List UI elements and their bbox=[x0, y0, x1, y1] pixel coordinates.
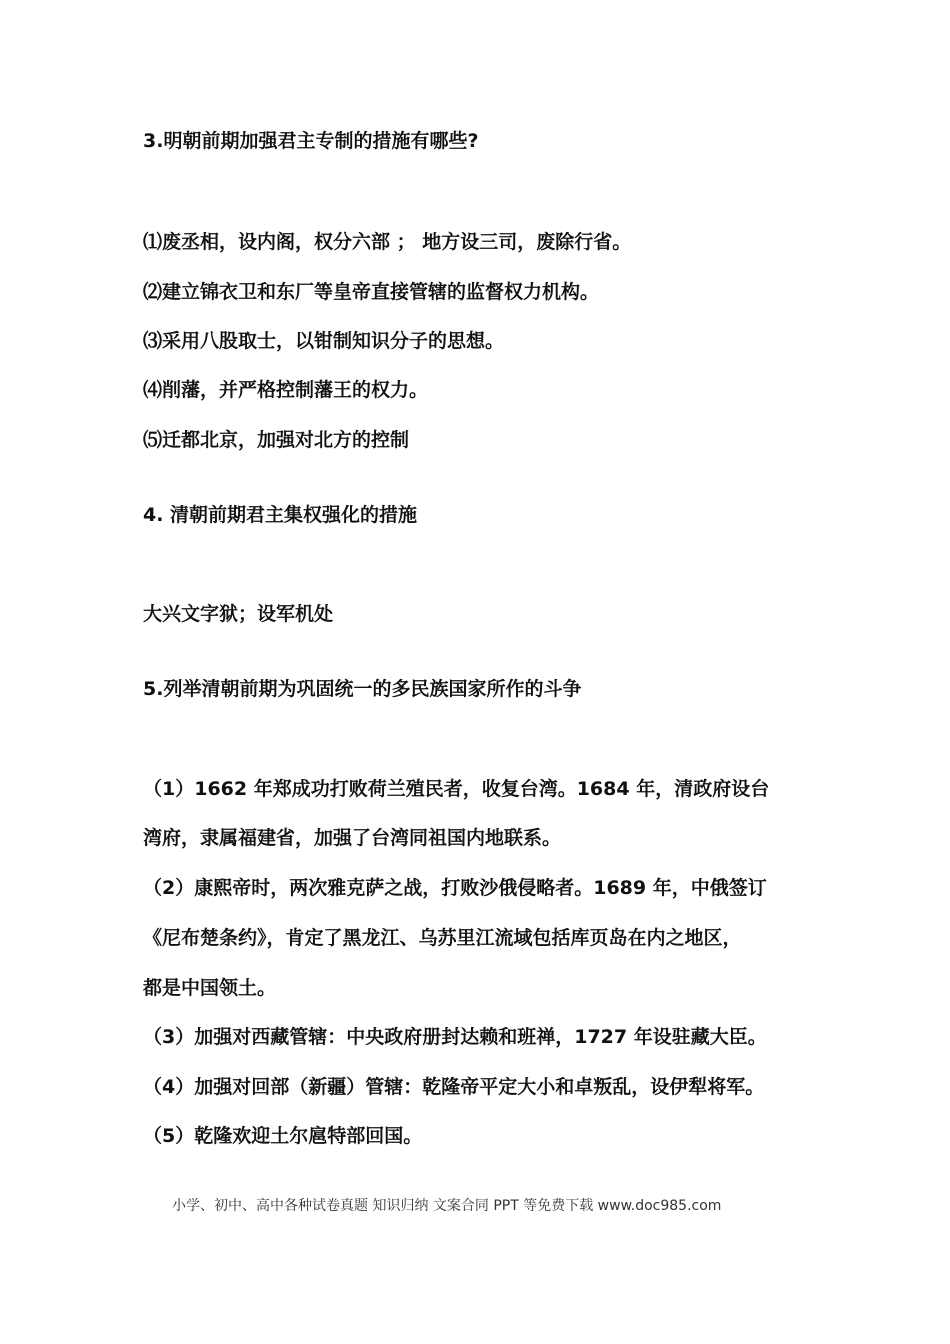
q5-line-2: 湾府，隶属福建省，加强了台湾同祖国内地联系。 bbox=[143, 827, 562, 849]
q5-line-5: 都是中国领土。 bbox=[143, 977, 277, 999]
q3-item-1: ⑴废丞相，设内阁，权分六部 ； 地方设三司，废除行省。 bbox=[143, 231, 632, 253]
q3-item-3: ⑶采用八股取士，以钳制知识分子的思想。 bbox=[143, 330, 505, 352]
q5-title: 5.列举清朝前期为巩固统一的多民族国家所作的斗争 bbox=[143, 678, 582, 700]
q3-item-4: ⑷削藩，并严格控制藩王的权力。 bbox=[143, 379, 429, 401]
q3-item-2: ⑵建立锦衣卫和东厂等皇帝直接管辖的监督权力机构。 bbox=[143, 281, 600, 303]
q3-title: 3.明朝前期加强君主专制的措施有哪些? bbox=[143, 130, 479, 152]
q3-item-5: ⑸迁都北京，加强对北方的控制 bbox=[143, 429, 410, 451]
q5-line-4: 《尼布楚条约》，肯定了黑龙江、乌苏里江流域包括库页岛在内之地区， bbox=[143, 927, 742, 949]
q4-answer: 大兴文字狱；设军机处 bbox=[143, 603, 334, 625]
q5-line-8: （5）乾隆欢迎土尔扈特部回国。 bbox=[143, 1125, 423, 1147]
q5-line-1: （1）1662 年郑成功打败荷兰殖民者，收复台湾。1684 年，清政府设台 bbox=[143, 778, 770, 800]
footer-text: 小学、初中、高中各种试卷真题 知识归纳 文案合同 PPT 等免费下载 www.doc985.com bbox=[172, 1198, 722, 1214]
q5-line-3: （2）康熙帝时，两次雅克萨之战，打败沙俄侵略者。1689 年，中俄签订 bbox=[143, 877, 767, 899]
q5-line-6: （3）加强对西藏管辖：中央政府册封达赖和班禅，1727 年设驻藏大臣。 bbox=[143, 1026, 767, 1048]
q5-line-7: （4）加强对回部（新疆）管辖：乾隆帝平定大小和卓叛乱，设伊犁将军。 bbox=[143, 1076, 765, 1098]
q4-title: 4. 清朝前期君主集权强化的措施 bbox=[143, 504, 418, 526]
